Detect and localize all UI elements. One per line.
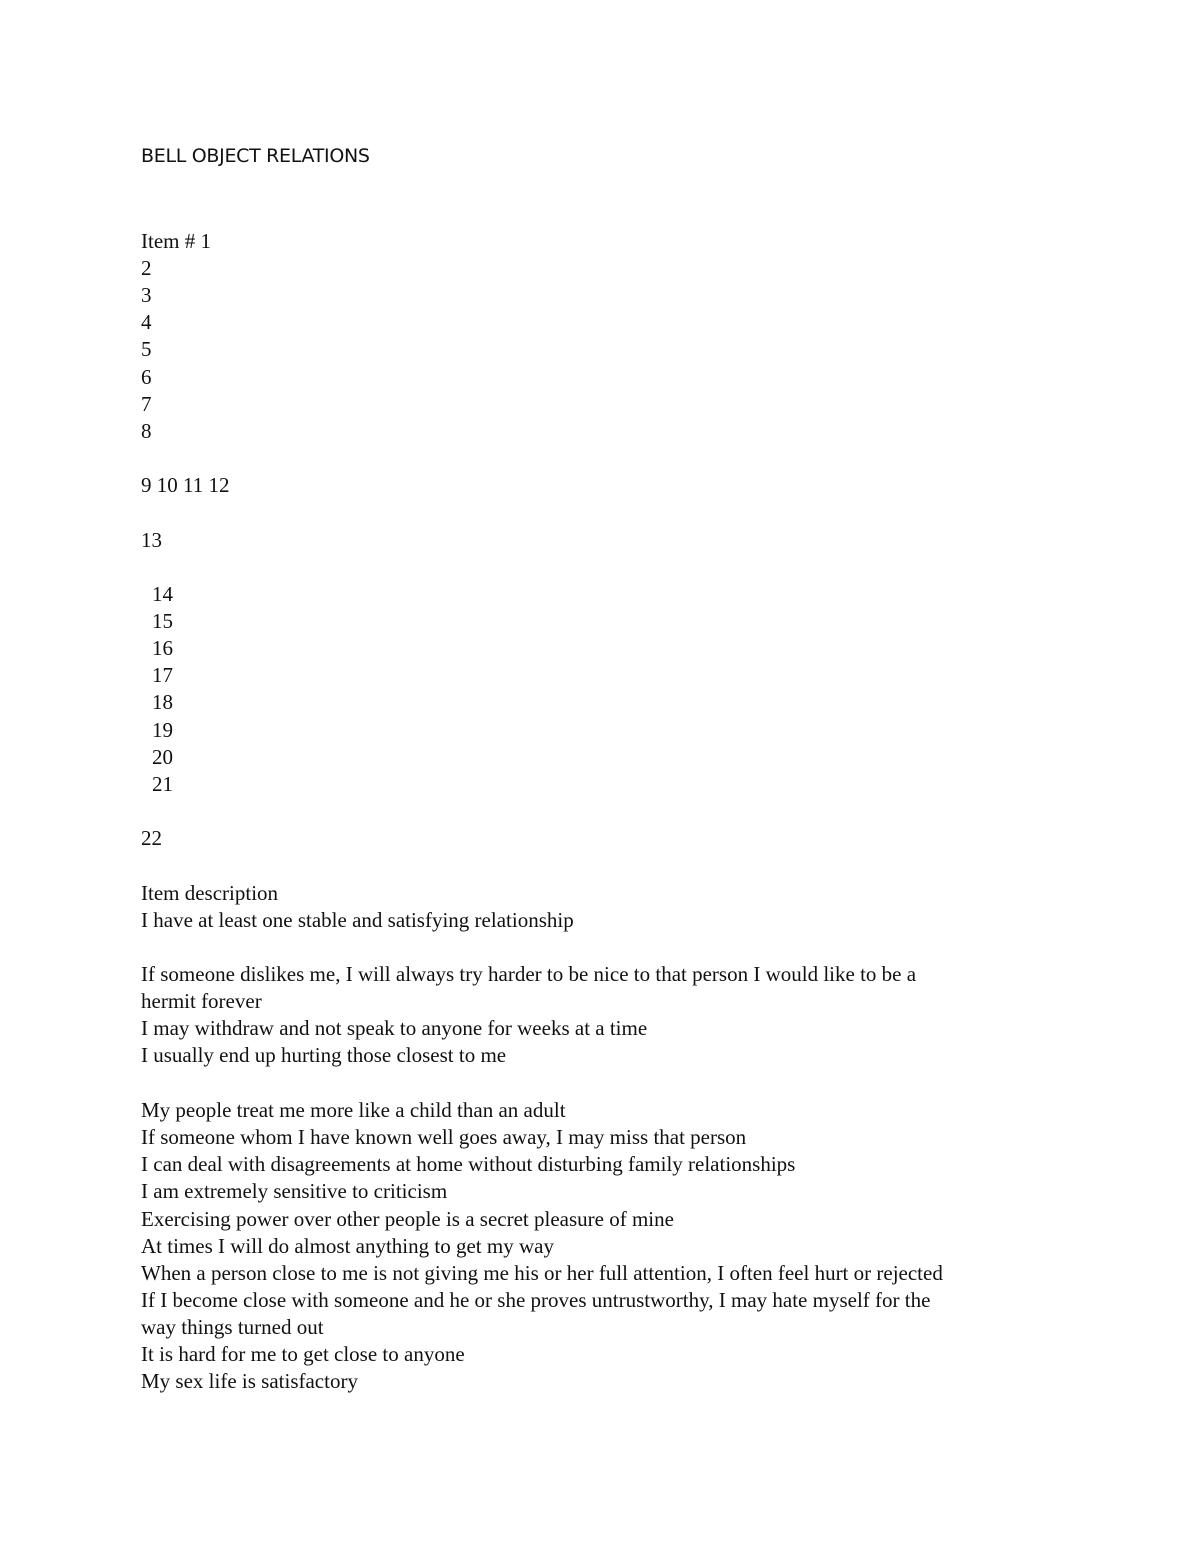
item-number: 7 xyxy=(141,392,152,416)
description-line: If I become close with someone and he or she proves untrustworthy, I may hate myself for the xyxy=(141,1288,931,1312)
item-number-indented: 21 xyxy=(152,772,173,796)
item-header: Item # 1 xyxy=(141,229,211,253)
description-line: My people treat me more like a child than an adult xyxy=(141,1098,566,1122)
item-number-indented: 17 xyxy=(152,663,173,687)
description-line: At times I will do almost anything to get my way xyxy=(141,1234,554,1258)
item-number-indented: 18 xyxy=(152,690,173,714)
item-number-indented: 14 xyxy=(152,582,173,606)
item-number: 6 xyxy=(141,365,152,389)
description-line: I may withdraw and not speak to anyone for weeks at a time xyxy=(141,1016,648,1040)
description-line: hermit forever xyxy=(141,989,262,1013)
description-line: My sex life is satisfactory xyxy=(141,1369,358,1393)
description-line: way things turned out xyxy=(141,1315,324,1339)
item-number: 3 xyxy=(141,283,152,307)
item-number: 5 xyxy=(141,337,152,361)
item-number: 13 xyxy=(141,528,162,552)
description-line: When a person close to me is not giving me his or her full attention, I often feel hurt or rejected xyxy=(141,1261,943,1285)
description-line: If someone whom I have known well goes away, I may miss that person xyxy=(141,1125,747,1149)
description-line: It is hard for me to get close to anyone xyxy=(141,1342,465,1366)
description-line: If someone dislikes me, I will always try harder to be nice to that person I would like to be a xyxy=(141,962,917,986)
item-number: 2 xyxy=(141,256,152,280)
description-line: I can deal with disagreements at home without disturbing family relationships xyxy=(141,1152,796,1176)
document-title: BELL OBJECT RELATIONS xyxy=(141,145,370,167)
item-number-group: 9 10 11 12 xyxy=(141,473,230,497)
description-line: I usually end up hurting those closest to me xyxy=(141,1043,507,1067)
item-number: 8 xyxy=(141,419,152,443)
item-number: 4 xyxy=(141,310,152,334)
item-number-indented: 19 xyxy=(152,718,173,742)
item-number-indented: 16 xyxy=(152,636,173,660)
item-number-indented: 20 xyxy=(152,745,173,769)
item-number-indented: 15 xyxy=(152,609,173,633)
item-number: 22 xyxy=(141,826,162,850)
description-line: I am extremely sensitive to criticism xyxy=(141,1179,448,1203)
description-header: Item description xyxy=(141,881,279,905)
description-line: I have at least one stable and satisfying relationship xyxy=(141,908,574,932)
description-line: Exercising power over other people is a secret pleasure of mine xyxy=(141,1207,674,1231)
